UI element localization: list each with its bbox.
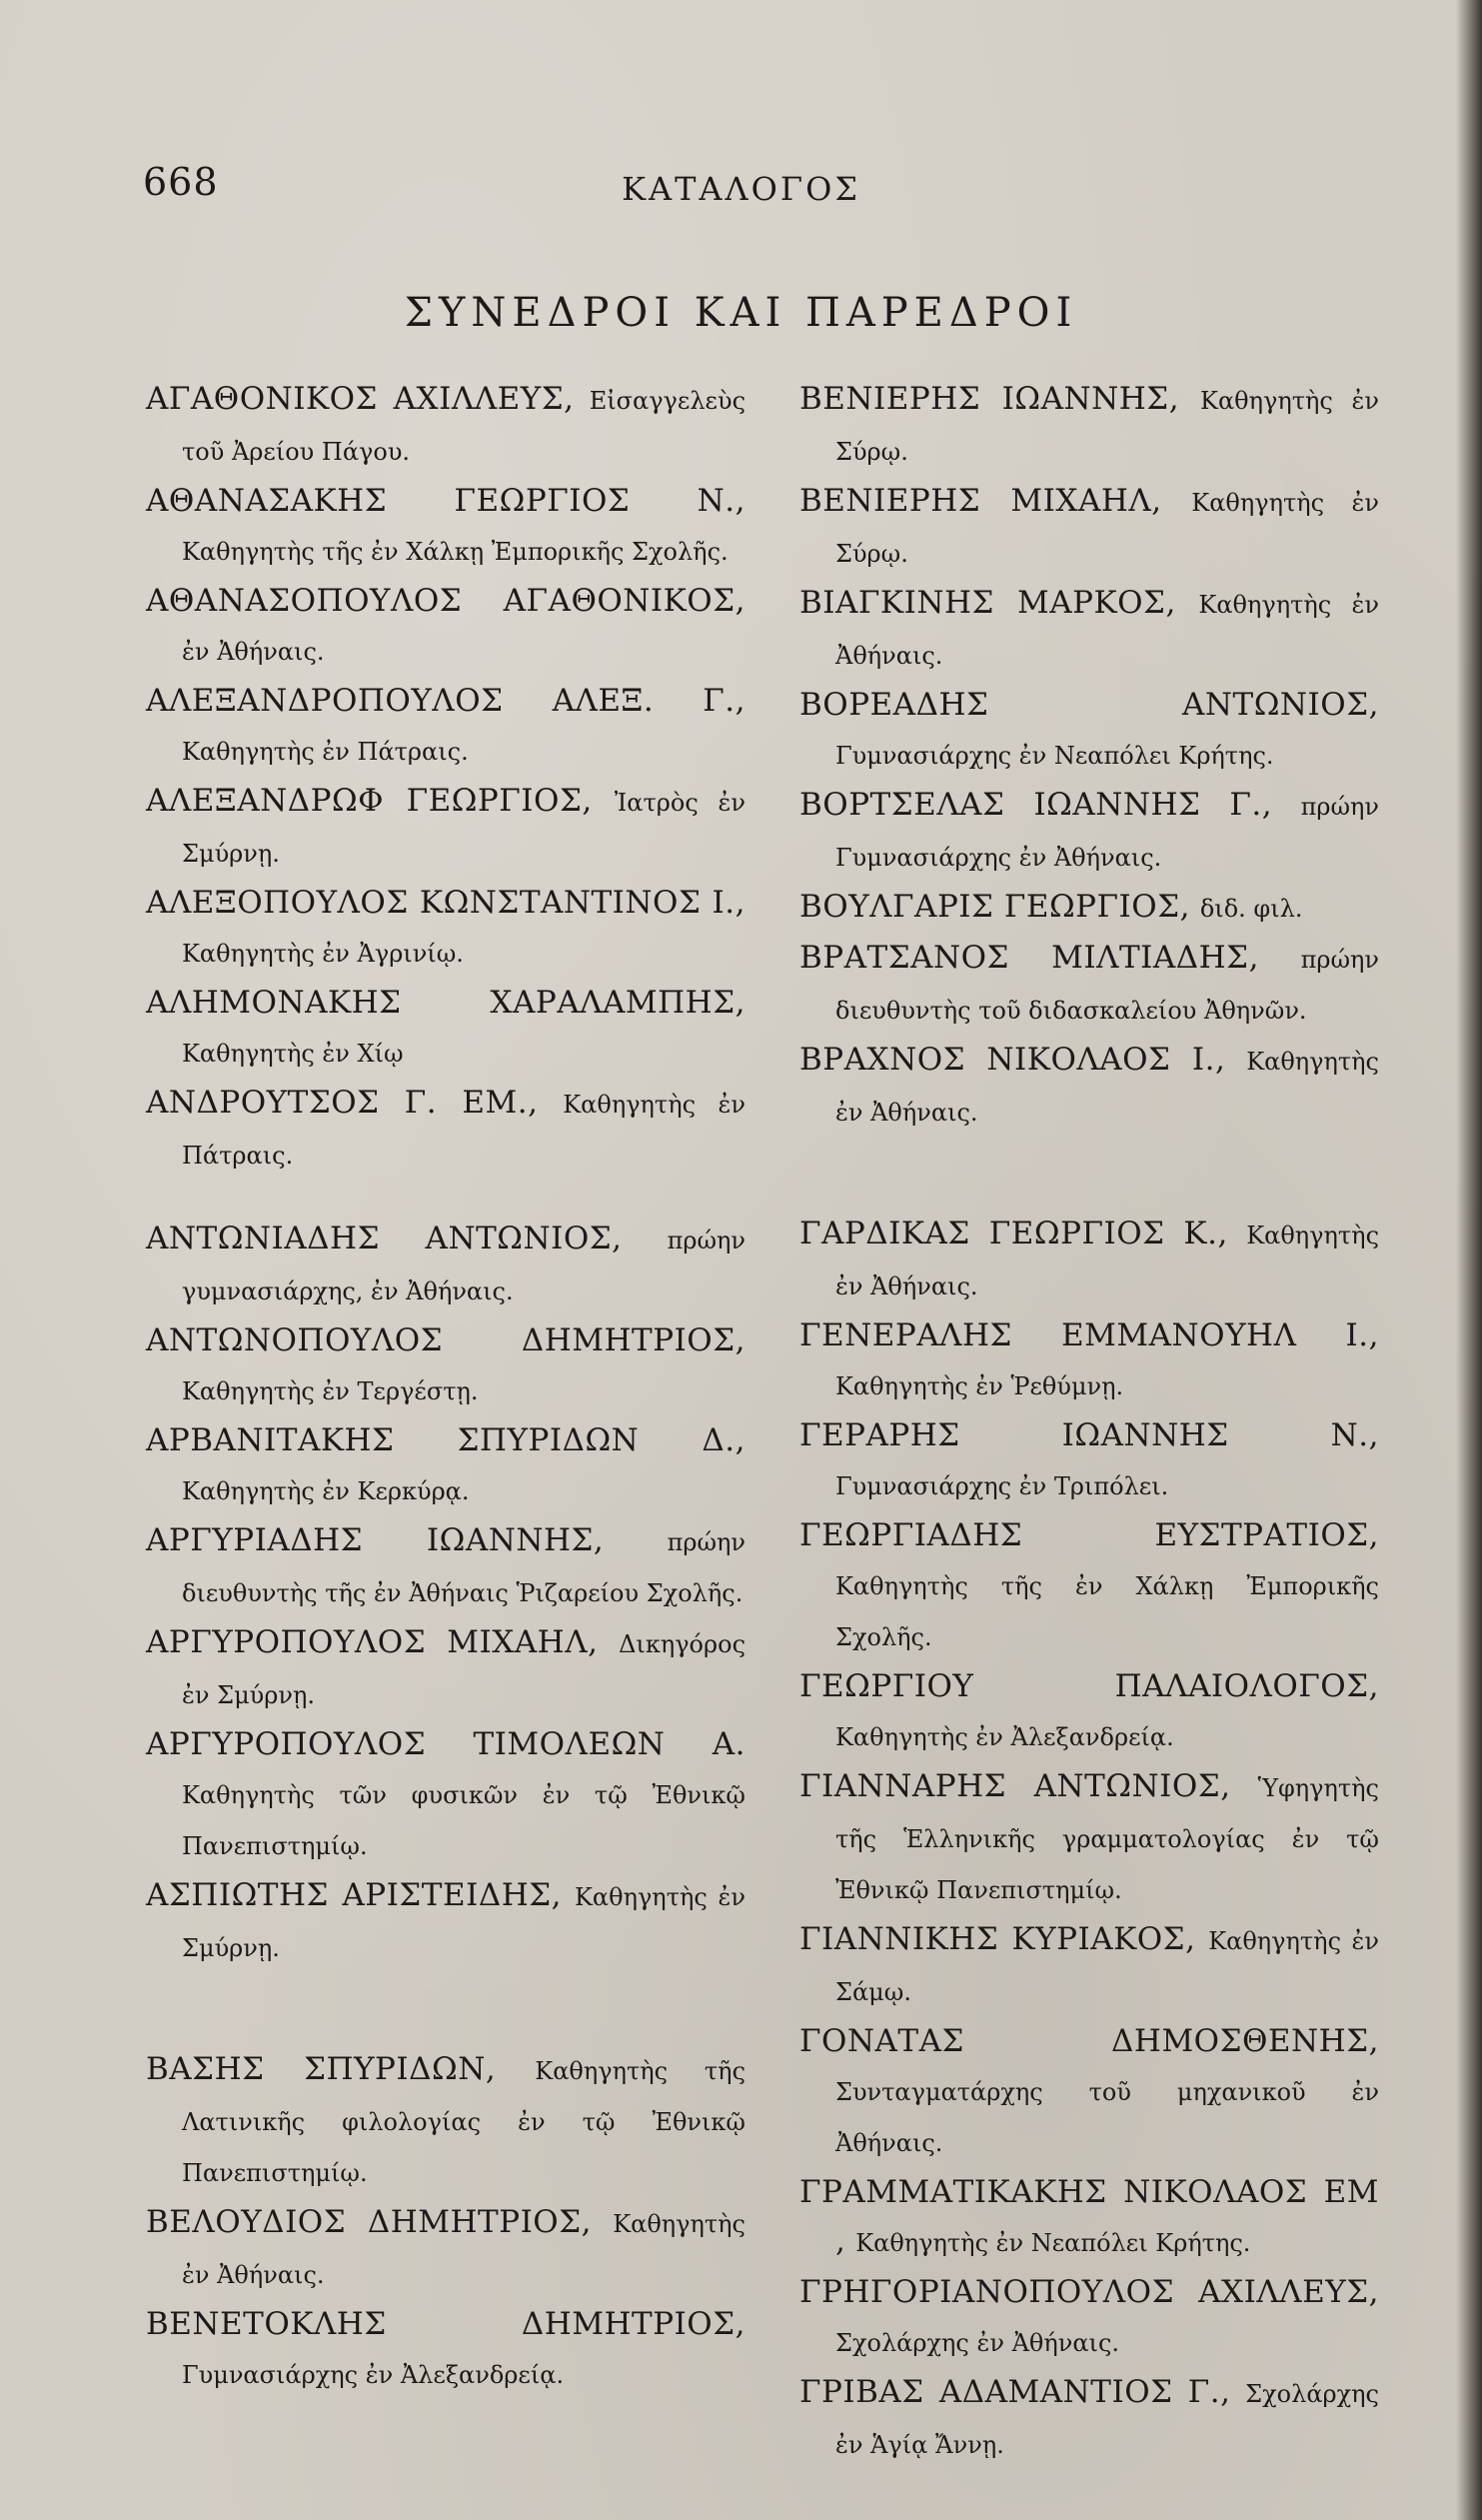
entry-description: Καθηγητὴς ἐν Ἀθήναις. bbox=[835, 1222, 1380, 1300]
entry-name: ΒΡΑΧΝΟΣ ΝΙΚΟΛΑΟΣ Ι., bbox=[799, 1042, 1226, 1078]
entry-name: ΒΟΡΤΣΕΛΑΣ ΙΩΑΝΝΗΣ Γ., bbox=[799, 787, 1273, 823]
catalog-entry bbox=[146, 979, 745, 1079]
catalog-entry bbox=[146, 375, 745, 477]
entry-name: ΒΕΛΟΥΔΙΟΣ ΔΗΜΗΤΡΙΟΣ, bbox=[146, 2204, 592, 2240]
entry-name: ΓΕΩΡΓΙΟΥ ΠΑΛΑΙΟΛΟΓΟΣ, bbox=[799, 1668, 1379, 1704]
entry-description: Καθηγητὴς ἐν Ἀθήναις. bbox=[835, 1048, 1379, 1127]
entry-description: πρώην γυμνασιάρχης, ἐν Ἀθήναις. bbox=[182, 1227, 746, 1305]
entry-name: ΑΛΕΞΑΝΔΡΟΠΟΥΛΟΣ ΑΛΕΞ. Γ., bbox=[146, 683, 745, 719]
catalog-entry bbox=[146, 477, 745, 577]
entry-name: ΓΡΗΓΟΡΙΑΝΟΠΟΥΛΟΣ ΑΧΙΛΛΕΥΣ, bbox=[799, 2274, 1379, 2310]
catalog-entry bbox=[146, 1516, 745, 1618]
entry-name: ΓΡΑΜΜΑΤΙΚΑΚΗΣ ΝΙΚΟΛΑΟΣ ΕΜ , bbox=[799, 2174, 1379, 2259]
page-number: 668 bbox=[143, 160, 219, 204]
entry-description: Ὑφηγητὴς τῆς Ἑλληνικῆς γραμματολογίας ἐν τῷ Ἐθνικῷ Πανεπιστημίῳ. bbox=[835, 1774, 1379, 1904]
catalog-entry bbox=[799, 1915, 1379, 2017]
entry-description: Καθηγητὴς ἐν Χίῳ bbox=[182, 1040, 404, 1068]
entry-name: ΓΕΡΑΡΗΣ ΙΩΑΝΝΗΣ Ν., bbox=[799, 1417, 1379, 1453]
section-title: ΣΥΝΕΔΡΟΙ ΚΑΙ ΠΑΡΕΔΡΟΙ bbox=[404, 290, 1078, 336]
entry-name: ΓΑΡΔΙΚΑΣ ΓΕΩΡΓΙΟΣ Κ., bbox=[799, 1216, 1228, 1252]
catalog-entry bbox=[799, 883, 1379, 934]
entry-name: ΒΡΑΤΣΑΝΟΣ ΜΙΛΤΙΑΔΗΣ, bbox=[799, 940, 1259, 976]
catalog-entry bbox=[146, 1215, 745, 1316]
entry-name: ΒΙΑΓΚΙΝΗΣ ΜΑΡΚΟΣ, bbox=[799, 585, 1176, 621]
entry-description: Καθηγητὴς ἐν Ῥεθύμνῃ. bbox=[835, 1372, 1124, 1400]
catalog-entry bbox=[799, 579, 1379, 681]
entry-description: Καθηγητὴς ἐν Κερκύρᾳ. bbox=[182, 1477, 470, 1505]
catalog-entry bbox=[799, 681, 1379, 781]
catalog-entry bbox=[799, 781, 1379, 883]
entry-description: Καθηγητὴς ἐν Πάτραις. bbox=[182, 738, 469, 766]
entry-name: ΒΟΥΛΓΑΡΙΣ ΓΕΩΡΓΙΟΣ, bbox=[799, 889, 1190, 925]
entry-description: Γυμνασιάρχης ἐν Ἀλεξανδρείᾳ. bbox=[182, 2361, 565, 2389]
entry-description: Καθηγητὴς τῆς Λατινικῆς φιλολογίας ἐν τῷ Ἐθνικῷ Πανεπιστημίῳ. bbox=[182, 2057, 746, 2187]
catalog-entry bbox=[799, 375, 1379, 477]
entry-name: ΑΣΠΙΩΤΗΣ ΑΡΙΣΤΕΙΔΗΣ, bbox=[146, 1877, 563, 1913]
catalog-entry bbox=[799, 1662, 1379, 1762]
entry-name: ΑΡΒΑΝΙΤΑΚΗΣ ΣΠΥΡΙΔΩΝ Δ., bbox=[146, 1422, 745, 1458]
entry-name: ΑΝΔΡΟΥΤΣΟΣ Γ. ΕΜ., bbox=[146, 1085, 539, 1121]
entry-name: ΒΑΣΗΣ ΣΠΥΡΙΔΩΝ, bbox=[146, 2051, 497, 2087]
entry-name: ΑΡΓΥΡΟΠΟΥΛΟΣ ΤΙΜΟΛΕΩΝ Α. bbox=[146, 1726, 745, 1762]
catalog-entry bbox=[146, 2300, 745, 2400]
entry-name: ΑΛΗΜΟΝΑΚΗΣ ΧΑΡΑΛΑΜΠΗΣ, bbox=[146, 985, 745, 1021]
entry-name: ΓΙΑΝΝΑΡΗΣ ΑΝΤΩΝΙΟΣ, bbox=[799, 1768, 1231, 1804]
entry-name: ΒΕΝΙΕΡΗΣ ΜΙΧΑΗΛ, bbox=[799, 483, 1162, 519]
catalog-entry bbox=[146, 577, 745, 677]
entry-description: Καθηγητὴς ἐν Ἀθήναις. bbox=[835, 591, 1379, 670]
entry-name: ΓΡΙΒΑΣ ΑΔΑΜΑΝΤΙΟΣ Γ., bbox=[799, 2374, 1231, 2410]
entry-description: πρώην διευθυντὴς τῆς ἐν Ἀθήναις Ῥιζαρείου Σχολῆς. bbox=[182, 1528, 746, 1607]
entry-description: διδ. φιλ. bbox=[1199, 895, 1303, 923]
entry-name: ΑΝΤΩΝΙΑΔΗΣ ΑΝΤΩΝΙΟΣ, bbox=[146, 1221, 623, 1257]
entry-description: Σχολάρχης ἐν Ἀθήναις. bbox=[835, 2329, 1120, 2357]
catalog-entry bbox=[799, 934, 1379, 1036]
catalog-entry bbox=[799, 1411, 1379, 1511]
entry-description: Ἰατρὸς ἐν Σμύρνῃ. bbox=[182, 789, 746, 868]
entry-description: Γυμνασιάρχης ἐν Νεαπόλει Κρήτης. bbox=[835, 742, 1274, 770]
catalog-entry bbox=[146, 879, 745, 979]
entry-name: ΑΘΑΝΑΣΟΠΟΥΛΟΣ ΑΓΑΘΟΝΙΚΟΣ, bbox=[146, 583, 745, 619]
entry-name: ΑΛΕΞΟΠΟΥΛΟΣ ΚΩΝΣΤΑΝΤΙΝΟΣ Ι., bbox=[146, 885, 745, 921]
catalog-entry bbox=[146, 1416, 745, 1516]
entry-description: Καθηγητὴς ἐν Σμύρνῃ. bbox=[182, 1883, 745, 1962]
catalog-entry bbox=[799, 1762, 1379, 1915]
entry-description: Συνταγματάρχης τοῦ μηχανικοῦ ἐν Ἀθήναις. bbox=[835, 2078, 1379, 2157]
entry-description: Καθηγητὴς ἐν Σύρῳ. bbox=[835, 489, 1379, 568]
catalog-entry bbox=[799, 2268, 1379, 2368]
catalog-entry bbox=[799, 1311, 1379, 1411]
entry-description: Καθηγητὴς ἐν Νεαπόλει Κρήτης. bbox=[855, 2229, 1251, 2257]
catalog-entry bbox=[799, 477, 1379, 579]
entry-description: πρώην διευθυντὴς τοῦ διδασκαλείου Ἀθηνῶν. bbox=[835, 946, 1380, 1025]
entry-name: ΒΟΡΕΑΔΗΣ ΑΝΤΩΝΙΟΣ, bbox=[799, 687, 1379, 723]
catalog-entry bbox=[146, 1079, 745, 1181]
catalog-entry bbox=[799, 2168, 1379, 2268]
entry-name: ΓΕΩΡΓΙΑΔΗΣ ΕΥΣΤΡΑΤΙΟΣ, bbox=[799, 1517, 1379, 1553]
catalog-entry bbox=[799, 1511, 1379, 1662]
entry-name: ΒΕΝΙΕΡΗΣ ΙΩΑΝΝΗΣ, bbox=[799, 381, 1180, 417]
catalog-entry bbox=[146, 2198, 745, 2300]
entry-description: πρώην Γυμνασιάρχης ἐν Ἀθήναις. bbox=[835, 793, 1379, 872]
catalog-entry bbox=[146, 1316, 745, 1416]
entry-description: Γυμνασιάρχης ἐν Τριπόλει. bbox=[835, 1472, 1169, 1500]
catalog-entry bbox=[799, 1210, 1379, 1311]
catalog-entry bbox=[146, 1720, 745, 1871]
right-column bbox=[799, 375, 1379, 2470]
catalog-entry bbox=[799, 2017, 1379, 2168]
entry-name: ΑΡΓΥΡΟΠΟΥΛΟΣ ΜΙΧΑΗΛ, bbox=[146, 1624, 599, 1660]
entry-name: ΑΝΤΩΝΟΠΟΥΛΟΣ ΔΗΜΗΤΡΙΟΣ, bbox=[146, 1322, 745, 1358]
catalog-entry bbox=[146, 677, 745, 777]
entry-description: Καθηγητὴς τῆς ἐν Χάλκῃ Ἐμπορικῆς Σχολῆς. bbox=[182, 538, 729, 566]
entry-name: ΓΙΑΝΝΙΚΗΣ ΚΥΡΙΑΚΟΣ, bbox=[799, 1921, 1196, 1957]
entry-description: Καθηγητὴς τῶν φυσικῶν ἐν τῷ Ἐθνικῷ Πανεπιστημίῳ. bbox=[182, 1781, 745, 1860]
entry-name: ΑΘΑΝΑΣΑΚΗΣ ΓΕΩΡΓΙΟΣ Ν., bbox=[146, 483, 745, 519]
catalog-entry bbox=[146, 1871, 745, 1973]
catalog-entry bbox=[146, 2045, 745, 2198]
entry-description: Εἰσαγγελεὺς τοῦ Ἀρείου Πάγου. bbox=[182, 387, 746, 466]
entry-description: Καθηγητὴς ἐν Ἀλεξανδρείᾳ. bbox=[835, 1723, 1174, 1751]
entry-description: ἐν Ἀθήναις. bbox=[182, 638, 325, 666]
entry-description: Καθηγητὴς ἐν Σύρῳ. bbox=[835, 387, 1379, 466]
entry-name: ΑΡΓΥΡΙΑΔΗΣ ΙΩΑΝΝΗΣ, bbox=[146, 1522, 605, 1558]
entry-name: ΑΛΕΞΑΝΔΡΩΦ ΓΕΩΡΓΙΟΣ, bbox=[146, 783, 593, 819]
entry-description: Σχολάρχης ἐν Ἁγίᾳ Ἄννῃ. bbox=[835, 2380, 1379, 2459]
entry-description: Καθηγητὴς τῆς ἐν Χάλκῃ Ἐμπορικῆς Σχολῆς. bbox=[835, 1572, 1379, 1651]
entry-description: Καθηγητὴς ἐν Ἀθήναις. bbox=[182, 2210, 745, 2289]
entry-description: Καθηγητὴς ἐν Πάτραις. bbox=[182, 1091, 745, 1170]
entry-description: Καθηγητὴς ἐν Ἀγρινίῳ. bbox=[182, 940, 464, 968]
entry-description: Καθηγητὴς ἐν Σάμῳ. bbox=[835, 1927, 1379, 2006]
entry-name: ΑΓΑΘΟΝΙΚΟΣ ΑΧΙΛΛΕΥΣ, bbox=[146, 381, 575, 417]
catalog-entry bbox=[146, 1618, 745, 1720]
entry-description: Καθηγητὴς ἐν Τεργέστῃ. bbox=[182, 1377, 479, 1405]
catalog-entry bbox=[799, 1036, 1379, 1138]
entry-name: ΓΕΝΕΡΑΛΗΣ ΕΜΜΑΝΟΥΗΛ Ι., bbox=[799, 1317, 1379, 1353]
entry-name: ΓΟΝΑΤΑΣ ΔΗΜΟΣΘΕΝΗΣ, bbox=[799, 2023, 1379, 2059]
page-edge-shadow bbox=[1456, 0, 1482, 2520]
catalog-entry bbox=[799, 2368, 1379, 2470]
running-head: ΚΑΤΑΛΟΓΟΣ bbox=[622, 170, 860, 208]
catalog-entry bbox=[146, 777, 745, 879]
entry-description: Δικηγόρος ἐν Σμύρνῃ. bbox=[182, 1630, 746, 1709]
entry-name: ΒΕΝΕΤΟΚΛΗΣ ΔΗΜΗΤΡΙΟΣ, bbox=[146, 2306, 745, 2342]
left-column bbox=[146, 375, 745, 2400]
